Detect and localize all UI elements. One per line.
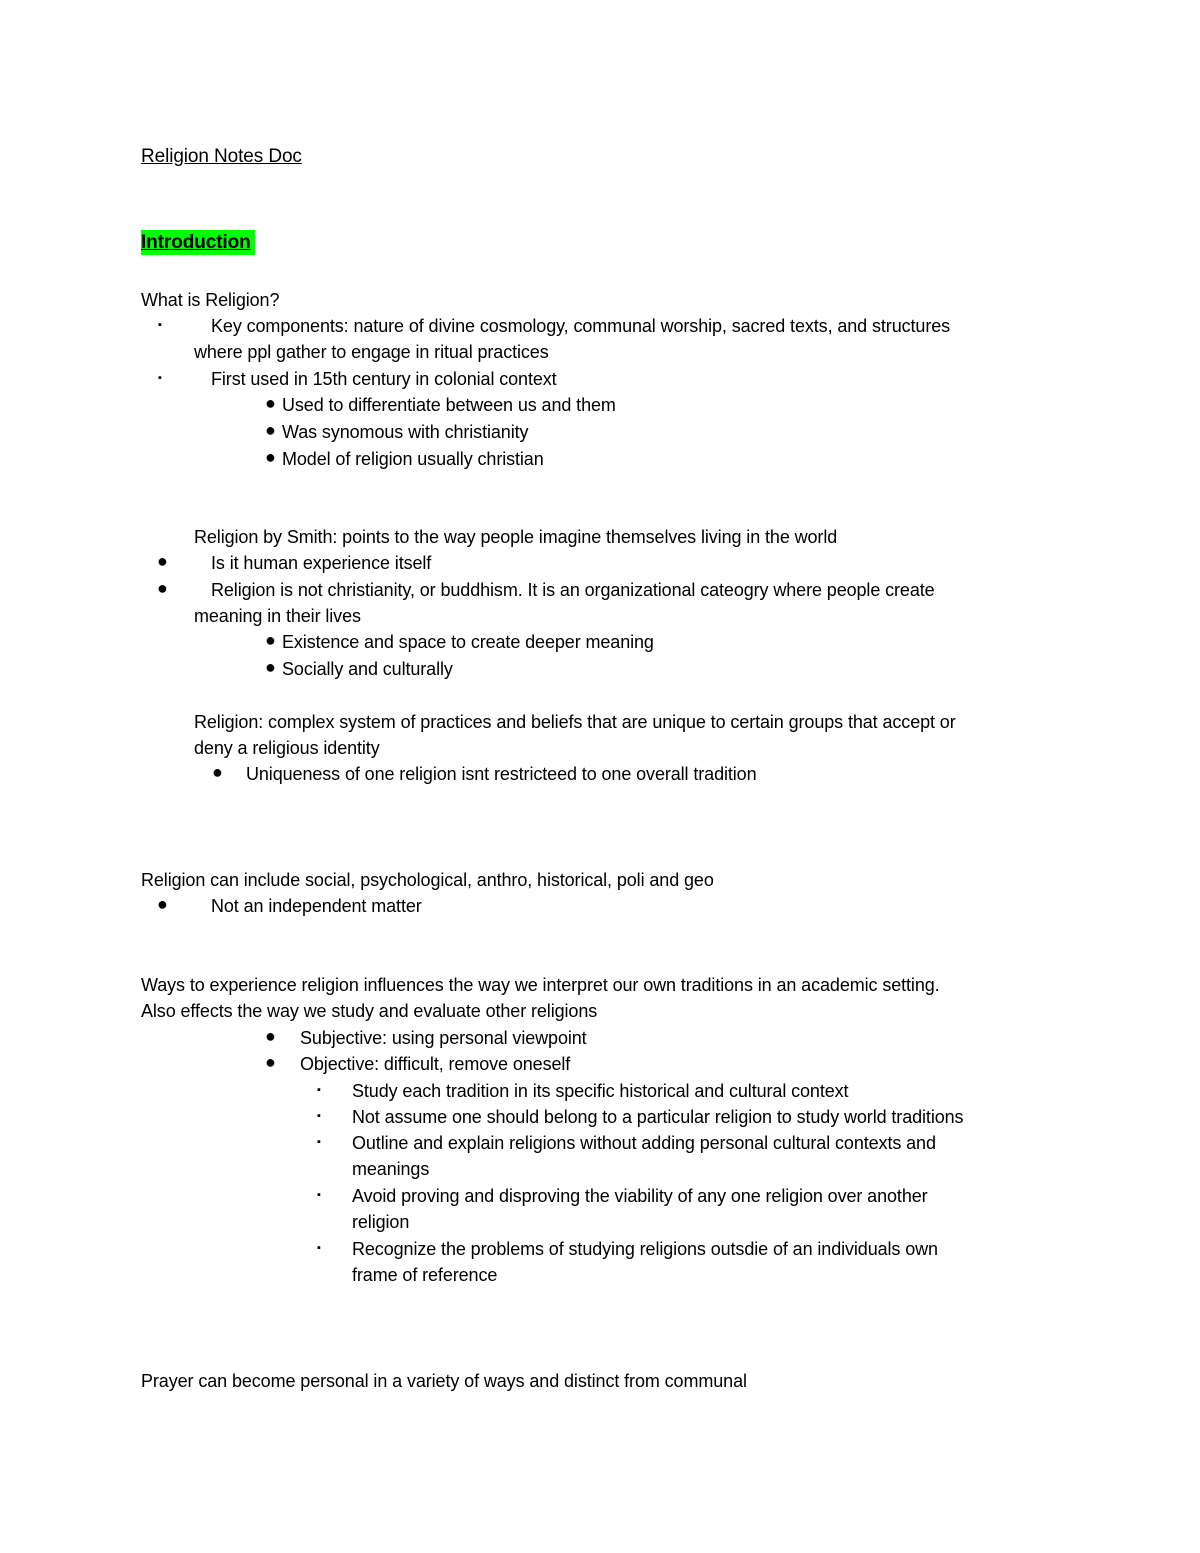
- ways-sub-item: Recognize the problems of studying religions outsdie of an individuals own: [352, 1239, 938, 1259]
- section-heading-wrapper: [141, 229, 255, 255]
- dot-bullet-icon: ●: [157, 894, 168, 914]
- ways-label: Ways to experience religion influences the way we interpret our own traditions in an academic setting.: [141, 975, 940, 995]
- what-is-item-cont: where ppl gather to engage in ritual practices: [194, 342, 549, 362]
- ways-sub-item-cont: religion: [352, 1212, 410, 1232]
- ways-sub-item: Outline and explain religions without adding personal cultural contexts and: [352, 1133, 936, 1153]
- ways-item: Subjective: using personal viewpoint: [300, 1028, 587, 1048]
- smith-sub-item: Existence and space to create deeper meaning: [282, 632, 654, 652]
- dot-bullet-icon: ●: [265, 447, 276, 467]
- smith-item: Religion is not christianity, or buddhism. It is an organizational cateogry where people create: [211, 580, 935, 600]
- ways-sub-item-cont: meanings: [352, 1159, 430, 1179]
- smith-item: Is it human experience itself: [211, 553, 432, 573]
- square-bullet-icon: ▪: [317, 1136, 321, 1148]
- section-heading: Introduction: [141, 230, 255, 255]
- what-is-sub-item: Was synomous with christianity: [282, 422, 529, 442]
- disciplines-label: Religion can include social, psychological, anthro, historical, poli and geo: [141, 870, 714, 890]
- what-is-label: What is Religion?: [141, 290, 280, 310]
- smith-sub-item: Socially and culturally: [282, 659, 453, 679]
- what-is-sub-item: Model of religion usually christian: [282, 449, 544, 469]
- what-is-sub-item: Used to differentiate between us and them: [282, 395, 616, 415]
- ways-sub-item: Not assume one should belong to a particular religion to study world traditions: [352, 1107, 964, 1127]
- prayer-line: Prayer can become personal in a variety of ways and distinct from communal: [141, 1371, 747, 1391]
- disciplines-item: Not an independent matter: [211, 896, 422, 916]
- smith-item-cont: meaning in their lives: [194, 606, 361, 626]
- what-is-item: First used in 15th century in colonial context: [211, 369, 557, 389]
- dot-bullet-icon: ●: [265, 1026, 276, 1046]
- smith-label: Religion by Smith: points to the way people imagine themselves living in the world: [194, 527, 838, 547]
- dot-bullet-icon: ●: [265, 393, 276, 413]
- square-bullet-icon: ▪: [158, 319, 162, 331]
- what-is-item: Key components: nature of divine cosmology, communal worship, sacred texts, and structures: [211, 316, 951, 336]
- complex-label-cont: deny a religious identity: [194, 738, 380, 758]
- dot-bullet-icon: ●: [265, 657, 276, 677]
- dot-bullet-icon: ●: [157, 578, 168, 598]
- dot-bullet-icon: ●: [265, 630, 276, 650]
- complex-item: Uniqueness of one religion isnt restricteed to one overall tradition: [246, 764, 757, 784]
- ways-sub-item: Avoid proving and disproving the viability of any one religion over another: [352, 1186, 928, 1206]
- square-bullet-icon: ▪: [317, 1084, 321, 1096]
- dot-bullet-icon: ●: [212, 762, 223, 782]
- square-bullet-icon: ▪: [158, 372, 162, 384]
- ways-sub-item: Study each tradition in its specific historical and cultural context: [352, 1081, 849, 1101]
- ways-label-cont: Also effects the way we study and evaluate other religions: [141, 1001, 598, 1021]
- square-bullet-icon: ▪: [317, 1242, 321, 1254]
- ways-item: Objective: difficult, remove oneself: [300, 1054, 571, 1074]
- square-bullet-icon: ▪: [317, 1189, 321, 1201]
- dot-bullet-icon: ●: [265, 1052, 276, 1072]
- ways-sub-item-cont: frame of reference: [352, 1265, 498, 1285]
- complex-label: Religion: complex system of practices and beliefs that are unique to certain groups that accept or: [194, 712, 956, 732]
- dot-bullet-icon: ●: [265, 420, 276, 440]
- dot-bullet-icon: ●: [157, 551, 168, 571]
- document-title: Religion Notes Doc: [141, 146, 302, 167]
- square-bullet-icon: ▪: [317, 1110, 321, 1122]
